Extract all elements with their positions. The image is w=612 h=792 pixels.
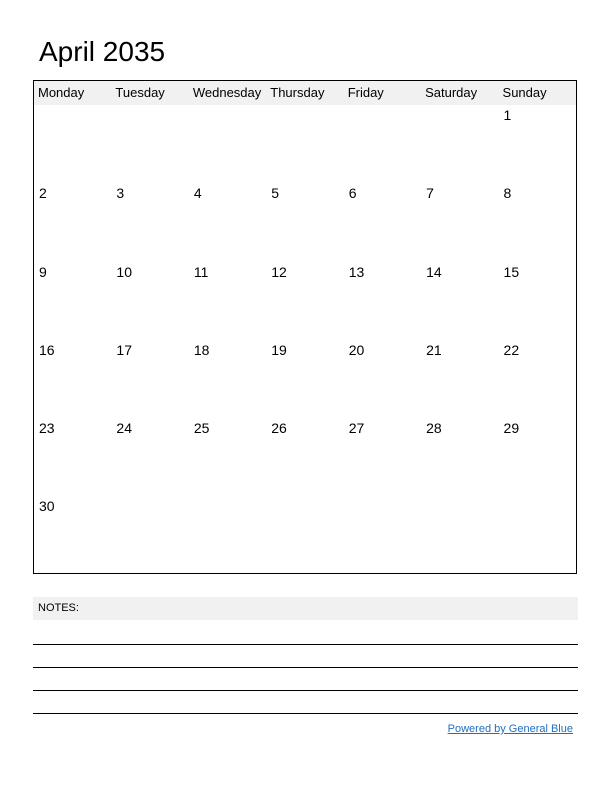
day-cell: 21: [426, 341, 442, 358]
weekday-thursday: Thursday: [270, 85, 325, 100]
day-cell: [266, 496, 343, 574]
day-cell: [421, 496, 498, 574]
day-cell: [266, 105, 343, 183]
day-cell: 26: [271, 420, 287, 437]
weekday-monday: Monday: [38, 85, 85, 100]
day-cell: [499, 496, 576, 574]
day-cell: 20: [348, 341, 365, 358]
day-cell: 12: [271, 263, 287, 280]
notes-line: [33, 690, 578, 691]
day-cell: [34, 105, 111, 183]
week-row: [34, 183, 576, 261]
day-cell: 17: [116, 341, 132, 358]
weeks-container: [34, 105, 576, 575]
powered-by-link[interactable]: Powered by General Blue: [447, 723, 573, 735]
notes-line: [33, 713, 578, 714]
day-cell: 29: [503, 420, 520, 437]
weekday-header-row: [34, 81, 576, 105]
day-cell: 24: [116, 420, 132, 437]
day-cell: [189, 105, 266, 183]
calendar-grid: [33, 80, 577, 574]
day-cell: [189, 496, 266, 574]
day-cell: [344, 496, 421, 574]
day-cell: 11: [193, 263, 209, 280]
week-row: [34, 105, 576, 183]
day-cell: 25: [193, 420, 210, 437]
day-cell: 27: [348, 420, 365, 437]
day-cell: 30: [39, 498, 55, 515]
week-row: [34, 340, 576, 418]
day-cell: 3: [116, 185, 125, 202]
day-cell: [111, 496, 188, 574]
day-cell: [421, 105, 498, 183]
day-cell: 8: [503, 185, 512, 202]
weekday-friday: Friday: [347, 85, 384, 100]
weekday-saturday: Saturday: [425, 85, 478, 100]
notes-line: [33, 644, 578, 645]
day-cell: 19: [271, 341, 287, 358]
day-cell: 6: [348, 185, 357, 202]
day-cell: 5: [271, 185, 280, 202]
week-row: [34, 262, 576, 340]
day-cell: [344, 105, 421, 183]
day-cell: 23: [39, 420, 55, 437]
day-cell: 13: [348, 263, 365, 280]
page-title: April 2035: [39, 36, 166, 67]
notes-label: NOTES:: [33, 597, 578, 620]
weekday-sunday: Sunday: [502, 85, 547, 100]
day-cell: 22: [503, 341, 520, 358]
day-cell: 10: [116, 263, 132, 280]
week-row: [34, 496, 576, 574]
notes-line: [33, 667, 578, 668]
day-cell: 16: [39, 341, 55, 358]
day-cell: 28: [426, 420, 442, 437]
day-cell: 4: [193, 185, 202, 202]
day-cell: 2: [39, 185, 47, 202]
day-cell: 14: [426, 263, 442, 280]
day-cell: 7: [426, 185, 434, 202]
weekday-wednesday: Wednesday: [192, 85, 262, 100]
day-cell: 9: [39, 263, 47, 280]
week-row: [34, 418, 576, 496]
day-cell: 15: [503, 263, 520, 280]
day-cell: 18: [193, 341, 210, 358]
day-cell: 1: [503, 107, 512, 123]
weekday-tuesday: Tuesday: [115, 85, 165, 100]
day-cell: [111, 105, 188, 183]
